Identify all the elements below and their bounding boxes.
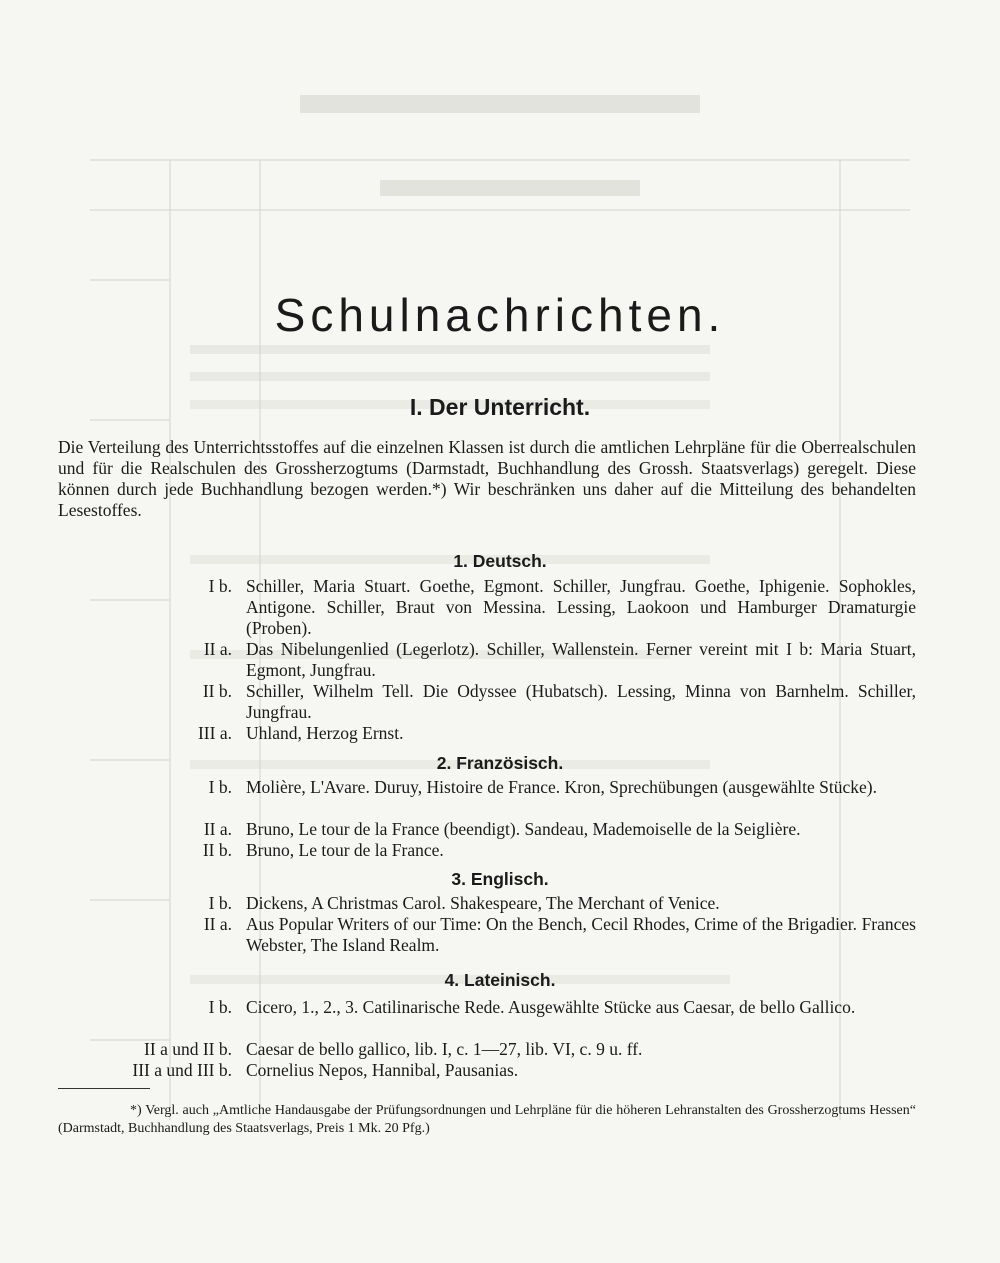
class-label: II b.: [202, 681, 232, 701]
lesestoff-text: Bruno, Le tour de la France.: [246, 840, 444, 860]
lesestoff-text: Caesar de bello gallico, lib. I, c. 1—27, lib. VI, c. 9 u. ff.: [246, 1039, 643, 1059]
class-label: I b.: [208, 576, 232, 596]
section-title: I. Der Unterricht.: [409, 394, 591, 420]
lesestoff-text: Dickens, A Christmas Carol. Shakespeare, The Merchant of Venice.: [246, 893, 720, 913]
subject-heading-lateinisch: 4. Lateinisch.: [444, 970, 556, 990]
subject-heading-deutsch: 1. Deutsch.: [453, 551, 547, 571]
lesestoff-text: Cicero, 1., 2., 3. Catilinarische Rede. Ausgewählte Stücke aus Caesar, de bello Gallico.: [246, 997, 856, 1017]
intro-paragraph: Die Verteilung des Unterrichtsstoffes auf die einzelnen Klassen ist durch die amtlichen Lehrpläne für die Oberrealschulen und für die Realschulen des Grossherzogtums (Darmstadt, Buchhandlung des Grossh. Staatsverlags) geregelt. Diese können durch jede Buchhandlung bezogen werden.*) Wir beschränken uns daher auf die Mitteilung des behandelten Lesestoffes.: [58, 437, 916, 520]
lesestoff-text: Bruno, Le tour de la France (beendigt). Sandeau, Mademoiselle de la Seiglière.: [246, 819, 801, 839]
class-label: I b.: [208, 893, 232, 913]
class-label: III a.: [197, 723, 232, 743]
class-label: II a.: [203, 819, 232, 839]
lesestoff-text: Uhland, Herzog Ernst.: [246, 723, 404, 743]
footnote-rule: [58, 1088, 150, 1089]
lesestoff-text: Schiller, Maria Stuart. Goethe, Egmont. Schiller, Jungfrau. Goethe, Iphigenie. Sophokles, Antigone. Schiller, Braut von Messina. Lessing, Laokoon und Hamburger Dramaturgie (Proben).: [246, 576, 916, 638]
subject-heading-franzoesisch: 2. Französisch.: [436, 753, 564, 773]
lesestoff-text: Aus Popular Writers of our Time: On the Bench, Cecil Rhodes, Crime of the Brigadier. Frances Webster, The Island Realm.: [246, 914, 916, 955]
lesestoff-text: Schiller, Wilhelm Tell. Die Odyssee (Hubatsch). Lessing, Minna von Barnhelm. Schiller, Jungfrau.: [246, 681, 916, 722]
class-label: II a und II b.: [144, 1039, 232, 1059]
main-title: Schulnachrichten.: [274, 289, 726, 341]
lesestoff-text: Molière, L'Avare. Duruy, Histoire de France. Kron, Sprechübungen (ausgewählte Stücke).: [246, 777, 878, 797]
class-label: I b.: [208, 997, 232, 1017]
footnote: *) Vergl. auch „Amtliche Handausgabe der Prüfungsordnungen und Lehrpläne für die höheren Lehranstalten des Grossherzogtums Hessen“ (Darmstadt, Buchhandlung des Staatsverlags, Preis 1 Mk. 20 Pfg.): [58, 1103, 916, 1136]
class-label: II a.: [203, 639, 232, 659]
lesestoff-text: Cornelius Nepos, Hannibal, Pausanias.: [246, 1060, 519, 1080]
class-label: II a.: [203, 914, 232, 934]
class-label: II b.: [202, 840, 232, 860]
subject-heading-englisch: 3. Englisch.: [451, 869, 549, 889]
class-label: III a und III b.: [132, 1060, 232, 1080]
lesestoff-text: Das Nibelungenlied (Legerlotz). Schiller, Wallenstein. Ferner vereint mit I b: Maria Stuart, Egmont, Jungfrau.: [246, 639, 916, 680]
class-label: I b.: [208, 777, 232, 797]
